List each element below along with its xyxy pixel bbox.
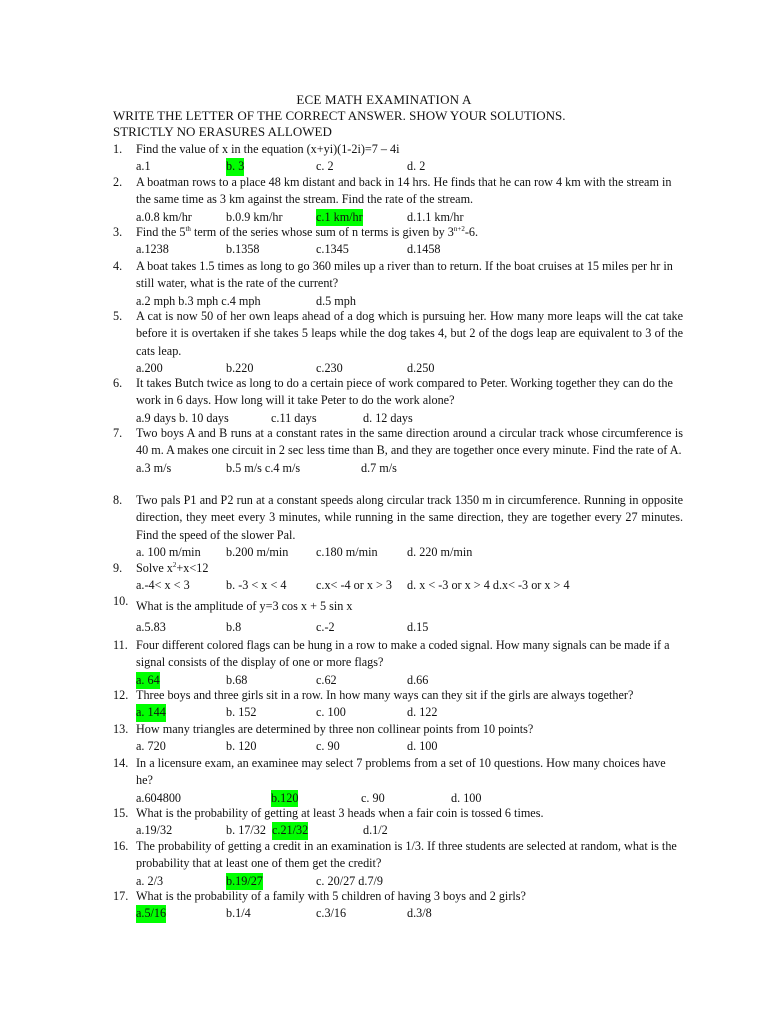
question-number: 17.	[113, 889, 129, 903]
question-number: 15.	[113, 806, 129, 820]
choice-c: c.3/16	[316, 906, 347, 921]
question-text: Three boys and three girls sit in a row. In how many ways can they sit if the girls are always together?	[136, 688, 634, 702]
choice-b: b. -3 < x < 4	[226, 578, 287, 593]
question-number: 6.	[113, 376, 123, 390]
question-8	[113, 492, 683, 561]
question-number: 11.	[113, 638, 128, 652]
choices	[136, 460, 683, 477]
question-text: A boatman rows to a place 48 km distant and back in 14 hrs. He finds that he can row 4 km with the stream in the same time as 3 km against the stream. Find the rate of the stream.	[136, 175, 672, 207]
choice-a: a.-4< x < 3	[136, 578, 190, 593]
choices	[136, 738, 683, 755]
question-1	[113, 141, 683, 175]
choices	[136, 544, 683, 561]
question-text: Two boys A and B runs at a constant rates in the same direction around a circular track whose circumference is 40 m. A makes one circuit in 2 sec less time than B, and they are together once every minute. Find the rate of A.	[136, 426, 683, 458]
question-text: It takes Butch twice as long to do a certain piece of work compared to Peter. Working together they can do the work in 6 days. How long will it take Peter to do the work alone?	[136, 376, 673, 408]
choice-d: d.7 m/s	[361, 460, 397, 475]
choice-a: a. 2/3	[136, 873, 164, 888]
instruction-no-erasures: STRICTLY NO ERASURES ALLOWED	[113, 124, 332, 139]
choice-a: a.19/32	[136, 823, 173, 838]
question-11	[113, 637, 683, 689]
choice-c: c. 90	[361, 790, 385, 805]
choice-b: b.200 m/min	[226, 544, 289, 559]
question-number: 12.	[113, 688, 129, 702]
choice-c: c. 2	[316, 159, 334, 174]
choice-d: d. 220 m/min	[407, 544, 473, 559]
question-number: 4.	[113, 259, 123, 273]
question-number: 13.	[113, 722, 129, 736]
choice-b-highlighted: b. 3	[226, 158, 244, 175]
choice-b: b. 120	[226, 739, 257, 754]
question-number: 10.	[113, 594, 129, 608]
choice-b: b.1/4	[226, 906, 251, 921]
choices	[136, 822, 683, 839]
question-text: Find the 5th term of the series whose sum of n terms is given by $3^{n+2}-6$.	[136, 224, 479, 239]
choice-c: c.62	[316, 672, 337, 687]
question-15	[113, 805, 683, 839]
choice-b-highlighted: b.120	[271, 790, 298, 807]
choices	[136, 905, 683, 922]
choice-d: d.3/8	[407, 906, 432, 921]
question-text: What is the probability of getting at least 3 heads when a fair coin is tossed 6 times.	[136, 806, 544, 820]
question-text: Find the value of x in the equation (x+yi)(1-2i)=7 – 4i	[136, 142, 400, 156]
instruction-answer: WRITE THE LETTER OF THE CORRECT ANSWER. SHOW YOUR SOLUTIONS.	[113, 108, 566, 123]
question-text: The probability of getting a credit in an examination is 1/3. If three students are selected at random, what is the probability that at least one of them get the credit?	[136, 839, 677, 871]
question-number: 8.	[113, 493, 123, 507]
question-text: Solve $x^2+x<12$	[136, 560, 209, 575]
choice-a: a.200	[136, 360, 163, 375]
choice-c-highlighted: c.1 km/hr	[316, 209, 363, 226]
choices-c-d: c. 20/27 d.7/9	[316, 873, 384, 888]
question-text: What is the probability of a family with 5 children of having 3 boys and 2 girls?	[136, 889, 526, 903]
question-12	[113, 687, 683, 721]
choice-b: b.1358	[226, 242, 260, 257]
choice-b: b.68	[226, 672, 248, 687]
question-5	[113, 308, 683, 377]
choice-c: c.180 m/min	[316, 544, 378, 559]
choices-a-b: a.9 days b. 10 days	[136, 410, 229, 425]
choice-a: a.5.83	[136, 620, 166, 635]
choice-d: d. 100	[407, 739, 438, 754]
question-text: What is the amplitude of y=3 cos x + 5 sin x	[136, 599, 353, 613]
choice-c: c.230	[316, 360, 343, 375]
choices	[136, 577, 683, 594]
choice-b: b.8	[226, 620, 242, 635]
choice-d: d.5 mph	[316, 293, 356, 308]
choice-a-highlighted: a.5/16	[136, 905, 166, 922]
choices	[136, 241, 683, 258]
choice-c: c.x< -4 or x > 3	[316, 578, 393, 593]
choices-b-c: b.5 m/s c.4 m/s	[226, 460, 301, 475]
exam-title: ECE MATH EXAMINATION A	[296, 92, 472, 107]
choice-b-highlighted: b.19/27	[226, 873, 263, 890]
choice-a-highlighted: a. 144	[136, 704, 166, 721]
choice-d: d. 2	[407, 159, 426, 174]
question-4	[113, 258, 683, 310]
question-text: A cat is now 50 of her own leaps ahead of a dog which is pursuing her. How many more leaps will the cat take before it is overtaken if she takes 5 leaps while the dog takes 4, but 2 of the dogs leap are equivalent to 3 of the cats leap.	[136, 309, 683, 358]
question-number: 14.	[113, 756, 129, 770]
choice-a: a.1	[136, 159, 151, 174]
question-16	[113, 838, 683, 890]
choice-a: a.1238	[136, 242, 169, 257]
choices	[136, 158, 683, 175]
choice-a-highlighted: a. 64	[136, 672, 160, 689]
question-2	[113, 174, 683, 226]
choice-d: d. 122	[407, 705, 438, 720]
choice-a: a.604800	[136, 790, 182, 805]
question-text: Four different colored flags can be hung in a row to make a coded signal. How many signals can be made if a signal consists of the display of one or more flags?	[136, 638, 670, 670]
choice-c: c.1345	[316, 242, 349, 257]
question-number: 3.	[113, 225, 123, 239]
question-number: 7.	[113, 426, 123, 440]
choice-c: c. 100	[316, 705, 346, 720]
question-text: In a licensure exam, an examinee may select 7 problems from a set of 10 questions. How many choices have he?	[136, 756, 666, 788]
choices	[136, 704, 683, 721]
choice-c: c. 90	[316, 739, 340, 754]
choice-d: d.66	[407, 672, 429, 687]
choice-d: d.15	[407, 620, 429, 635]
choice-d: d.1/2	[363, 823, 388, 838]
choice-b: b. 152	[226, 705, 257, 720]
choice-d: d.250	[407, 360, 435, 375]
question-text: How many triangles are determined by three non collinear points from 10 points?	[136, 722, 534, 736]
choice-c-highlighted: c.21/32	[272, 822, 308, 839]
question-text: Two pals P1 and P2 run at a constant speeds along circular track 1350 m in circumference. Running in opposite direction, they meet every 3 minutes, while running in the same direction, they are together every 27 minutes. Find the speed of the slower Pal.	[136, 493, 683, 542]
choice-b: b.0.9 km/hr	[226, 209, 283, 224]
choice-d: d. 100	[451, 790, 482, 805]
question-number: 5.	[113, 309, 123, 323]
choice-a: a.3 m/s	[136, 460, 172, 475]
choice-d: d. x < -3 or x > 4 d.x< -3 or x > 4	[407, 578, 570, 593]
question-17	[113, 888, 683, 922]
question-7	[113, 425, 683, 477]
question-9	[113, 560, 683, 594]
choice-d: d. 12 days	[363, 410, 413, 425]
question-number: 16.	[113, 839, 129, 853]
choices	[136, 619, 683, 636]
question-number: 9.	[113, 561, 123, 575]
choice-c: c.-2	[316, 620, 335, 635]
question-6	[113, 375, 683, 427]
question-number: 1.	[113, 142, 123, 156]
choice-c: c.11 days	[271, 410, 317, 425]
choice-d: d.1458	[407, 242, 441, 257]
choice-b: b. 17/32	[226, 823, 266, 838]
choice-a: a.0.8 km/hr	[136, 209, 192, 224]
question-10	[113, 594, 683, 636]
question-14	[113, 755, 683, 807]
question-3	[113, 224, 683, 258]
choices-a-b-c: a.2 mph b.3 mph c.4 mph	[136, 293, 261, 308]
question-13	[113, 721, 683, 755]
choice-a: a. 100 m/min	[136, 544, 201, 559]
question-text: A boat takes 1.5 times as long to go 360 miles up a river than to return. If the boat cruises at 15 miles per hr in still water, what is the rate of the current?	[136, 259, 673, 291]
choice-b: b.220	[226, 360, 254, 375]
choice-d: d.1.1 km/hr	[407, 209, 464, 224]
choice-a: a. 720	[136, 739, 166, 754]
question-number: 2.	[113, 175, 123, 189]
